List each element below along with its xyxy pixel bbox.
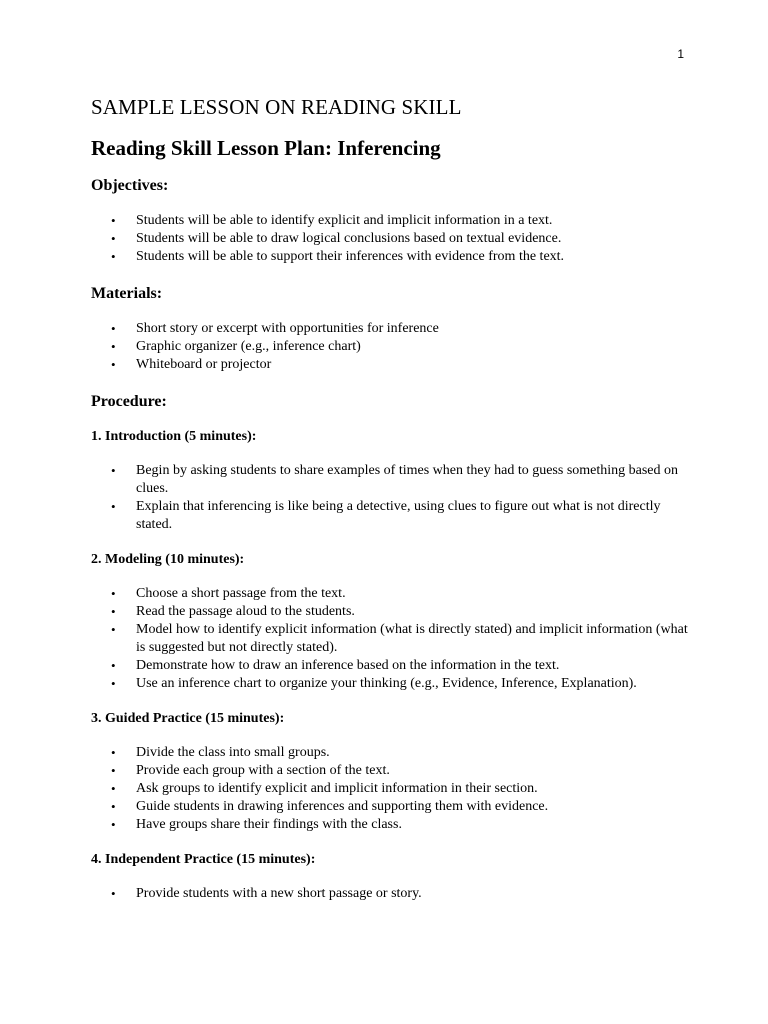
list-item: • Short story or excerpt with opportunities for inference bbox=[91, 320, 691, 338]
list-item: • Demonstrate how to draw an inference based on the information in the text. bbox=[91, 657, 691, 675]
list-item: • Students will be able to draw logical conclusions based on textual evidence. bbox=[91, 230, 691, 248]
list-item: • Graphic organizer (e.g., inference chart) bbox=[91, 338, 691, 356]
document-body bbox=[91, 94, 691, 920]
list-item: • Begin by asking students to share examples of times when they had to guess something based on clues. bbox=[91, 462, 691, 498]
introduction-list bbox=[91, 462, 691, 534]
procedure-section bbox=[91, 391, 691, 903]
list-item: • Model how to identify explicit information (what is directly stated) and implicit information (what is suggested but not directly stated). bbox=[91, 621, 691, 657]
list-item: • Read the passage aloud to the students. bbox=[91, 603, 691, 621]
objectives-list bbox=[91, 212, 691, 266]
objectives-section bbox=[91, 175, 691, 266]
procedure-heading: Procedure: bbox=[91, 393, 167, 410]
materials-list bbox=[91, 320, 691, 374]
independent-practice-list bbox=[91, 885, 691, 903]
list-item: • Ask groups to identify explicit and implicit information in their section. bbox=[91, 780, 691, 798]
list-item: • Explain that inferencing is like being a detective, using clues to figure out what is not directly stated. bbox=[91, 498, 691, 534]
guided-practice-list bbox=[91, 744, 691, 834]
list-item: • Students will be able to support their inferences with evidence from the text. bbox=[91, 248, 691, 266]
list-item: • Whiteboard or projector bbox=[91, 356, 691, 374]
step-heading-independent-practice: 4. Independent Practice (15 minutes): bbox=[91, 852, 316, 867]
list-item: • Provide students with a new short passage or story. bbox=[91, 885, 691, 903]
modeling-list bbox=[91, 585, 691, 693]
step-heading-guided-practice: 3. Guided Practice (15 minutes): bbox=[91, 711, 285, 726]
document-title: SAMPLE LESSON ON READING SKILL bbox=[91, 95, 462, 119]
list-item: • Students will be able to identify explicit and implicit information in a text. bbox=[91, 212, 691, 230]
list-item: • Use an inference chart to organize your thinking (e.g., Evidence, Inference, Explanation). bbox=[91, 675, 691, 693]
lesson-plan-title: Reading Skill Lesson Plan: Inferencing bbox=[91, 136, 441, 160]
objectives-heading: Objectives: bbox=[91, 177, 169, 194]
materials-section bbox=[91, 283, 691, 374]
step-heading-introduction: 1. Introduction (5 minutes): bbox=[91, 429, 257, 444]
list-item: • Divide the class into small groups. bbox=[91, 744, 691, 762]
list-item: • Guide students in drawing inferences and supporting them with evidence. bbox=[91, 798, 691, 816]
list-item: • Provide each group with a section of the text. bbox=[91, 762, 691, 780]
list-item: • Choose a short passage from the text. bbox=[91, 585, 691, 603]
page-number: 1 bbox=[677, 47, 684, 61]
step-heading-modeling: 2. Modeling (10 minutes): bbox=[91, 552, 245, 567]
materials-heading: Materials: bbox=[91, 285, 163, 302]
list-item: • Have groups share their findings with the class. bbox=[91, 816, 691, 834]
